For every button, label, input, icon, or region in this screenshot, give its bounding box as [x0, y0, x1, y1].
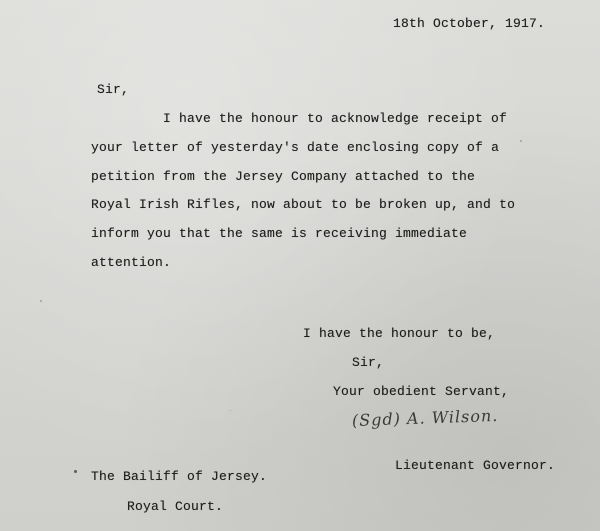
paper-speck	[230, 410, 231, 411]
ink-mark	[74, 470, 77, 473]
signer-title: Lieutenant Governor.	[395, 458, 556, 473]
closing-sir: Sir,	[352, 355, 385, 370]
paper-speck	[520, 140, 522, 142]
body-line: inform you that the same is receiving immediate	[91, 226, 468, 241]
letter-date: 18th October, 1917.	[393, 16, 546, 31]
handwritten-signature: (Sgd) A. Wilson.	[351, 405, 499, 430]
salutation: Sir,	[97, 82, 130, 97]
closing-line: I have the honour to be,	[303, 326, 496, 341]
closing-servant: Your obedient Servant,	[333, 384, 510, 399]
body-line: I have the honour to acknowledge receipt of	[163, 111, 508, 126]
body-line: attention.	[91, 255, 172, 270]
addressee-line: The Bailiff of Jersey.	[91, 469, 268, 484]
addressee-line: Royal Court.	[127, 499, 224, 514]
body-line: your letter of yesterday's date enclosing copy of a	[91, 140, 500, 155]
body-line: petition from the Jersey Company attached to the	[91, 169, 476, 184]
paper-speck	[40, 300, 42, 302]
body-line: Royal Irish Rifles, now about to be broken up, and to	[91, 197, 516, 212]
